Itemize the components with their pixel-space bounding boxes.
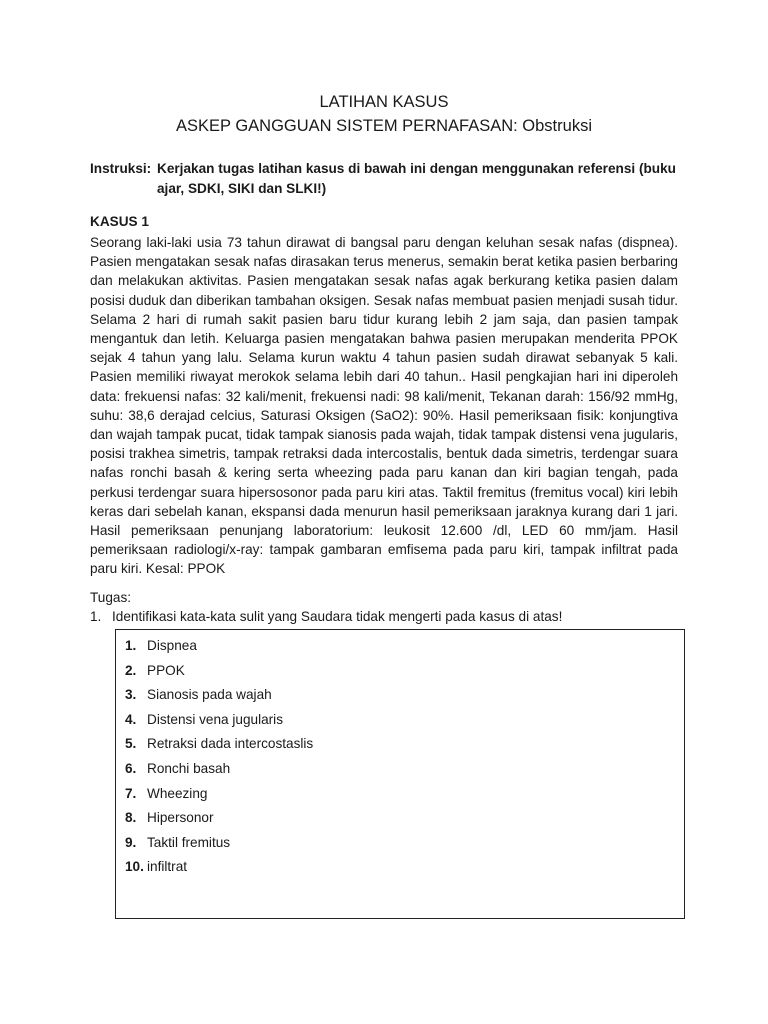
- answer-number: 8.: [125, 810, 137, 826]
- answer-number: 4.: [125, 711, 137, 727]
- answer-number: 9.: [125, 834, 137, 850]
- answer-item: [125, 757, 313, 782]
- answer-number: 10.: [125, 859, 144, 875]
- instruction-label: Instruksi:: [90, 161, 152, 176]
- answer-number: 7.: [125, 785, 137, 801]
- answer-number: 2.: [125, 662, 137, 678]
- task-number: 1.: [90, 609, 102, 624]
- task-item-1: [90, 609, 562, 624]
- answer-text: Taktil fremitus: [147, 834, 231, 850]
- answer-item: [125, 634, 313, 659]
- answer-box: [115, 629, 685, 919]
- case-body: Seorang laki-laki usia 73 tahun dirawat di bangsal paru dengan keluhan sesak nafas (dispnea). Pasien mengatakan sesak nafas dirasakan terus menerus, semakin berat ketika pasien berbaring dan melakukan aktivitas. Pasien mengatakan sesak nafas agak berkurang ketika pasien dalam posisi duduk dan diberikan tambahan oksigen. Sesak nafas membuat pasien menjadi susah tidur. Selama 2 hari di rumah sakit pasien baru tidur kurang lebih 2 jam saja, dan pasien tampak mengantuk dan letih. Keluarga pasien mengatakan bahwa pasien merupakan menderita PPOK sejak 4 tahun yang lalu. Selama kurun waktu 4 tahun pasien sudah dirawat sebanyak 5 kali. Pasien memiliki riwayat merokok selama lebih dari 40 tahun.. Hasil pengkajian hari ini diperoleh data: frekuensi nafas: 32 kali/menit, frekuensi nadi: 98 kali/menit, Tekanan darah: 156/92 mmHg, suhu: 38,6 derajad celcius, Saturasi Oksigen (SaO2): 90%. Hasil pemeriksaan fisik: konjungtiva dan wajah tampak pucat, tidak tampak sianosis pada wajah, tidak tampak distensi vena jugularis, posisi trakhea simetris, tampak retraksi dada intercostalis, bentuk dada simetris, terdengar suara nafas ronchi basah & kering serta wheezing pada paru kanan dan kiri bagian tengah, pada perkusi terdengar suara hipersosonor pada paru kiri atas. Taktil fremitus (fremitus vocal) kiri lebih keras dari sebelah kanan, ekspansi dada menurun hasil pemeriksaan jaraknya kurang dari 1 jari. Hasil pemeriksaan penunjang laboratorium: leukosit 12.600 /dl, LED 60 mm/jam. Hasil pemeriksaan radiologi/x-ray: tampak gambaran emfisema pada paru kiri, tampak infiltrat pada paru kiri. Kesal: PPOK: [90, 235, 678, 577]
- answer-number: 6.: [125, 760, 137, 776]
- answer-item: [125, 855, 313, 880]
- answer-item: [125, 683, 313, 708]
- task-text: Identifikasi kata-kata sulit yang Saudara tidak mengerti pada kasus di atas!: [112, 609, 563, 624]
- answer-text: Hipersonor: [147, 810, 214, 826]
- case-heading: KASUS 1: [90, 214, 149, 229]
- answer-text: infiltrat: [147, 859, 188, 875]
- answer-text: PPOK: [147, 662, 185, 678]
- answer-item: [125, 806, 313, 831]
- tasks-heading: Tugas:: [90, 590, 132, 605]
- document-subtitle: ASKEP GANGGUAN SISTEM PERNAFASAN: Obstruksi: [176, 117, 592, 135]
- answer-number: 5.: [125, 736, 137, 752]
- instruction-text: Kerjakan tugas latihan kasus di bawah ini dengan menggunakan referensi (buku ajar, SDKI, SIKI dan SLKI!): [157, 161, 676, 196]
- answer-item: [125, 831, 313, 856]
- answer-text: Ronchi basah: [147, 760, 231, 776]
- answer-text: Retraksi dada intercostaslis: [147, 736, 314, 752]
- answer-item: [125, 782, 313, 807]
- answer-text: Dispnea: [147, 638, 197, 653]
- answer-item: [125, 732, 313, 757]
- answer-text: Wheezing: [147, 785, 208, 801]
- answer-number: 1.: [125, 638, 137, 653]
- answer-text: Sianosis pada wajah: [147, 687, 272, 703]
- answer-item: [125, 659, 313, 684]
- answer-item: [125, 708, 313, 733]
- answer-number: 3.: [125, 687, 137, 703]
- document-title: LATIHAN KASUS: [319, 93, 449, 111]
- answer-list: [125, 634, 313, 880]
- answer-text: Distensi vena jugularis: [147, 711, 284, 727]
